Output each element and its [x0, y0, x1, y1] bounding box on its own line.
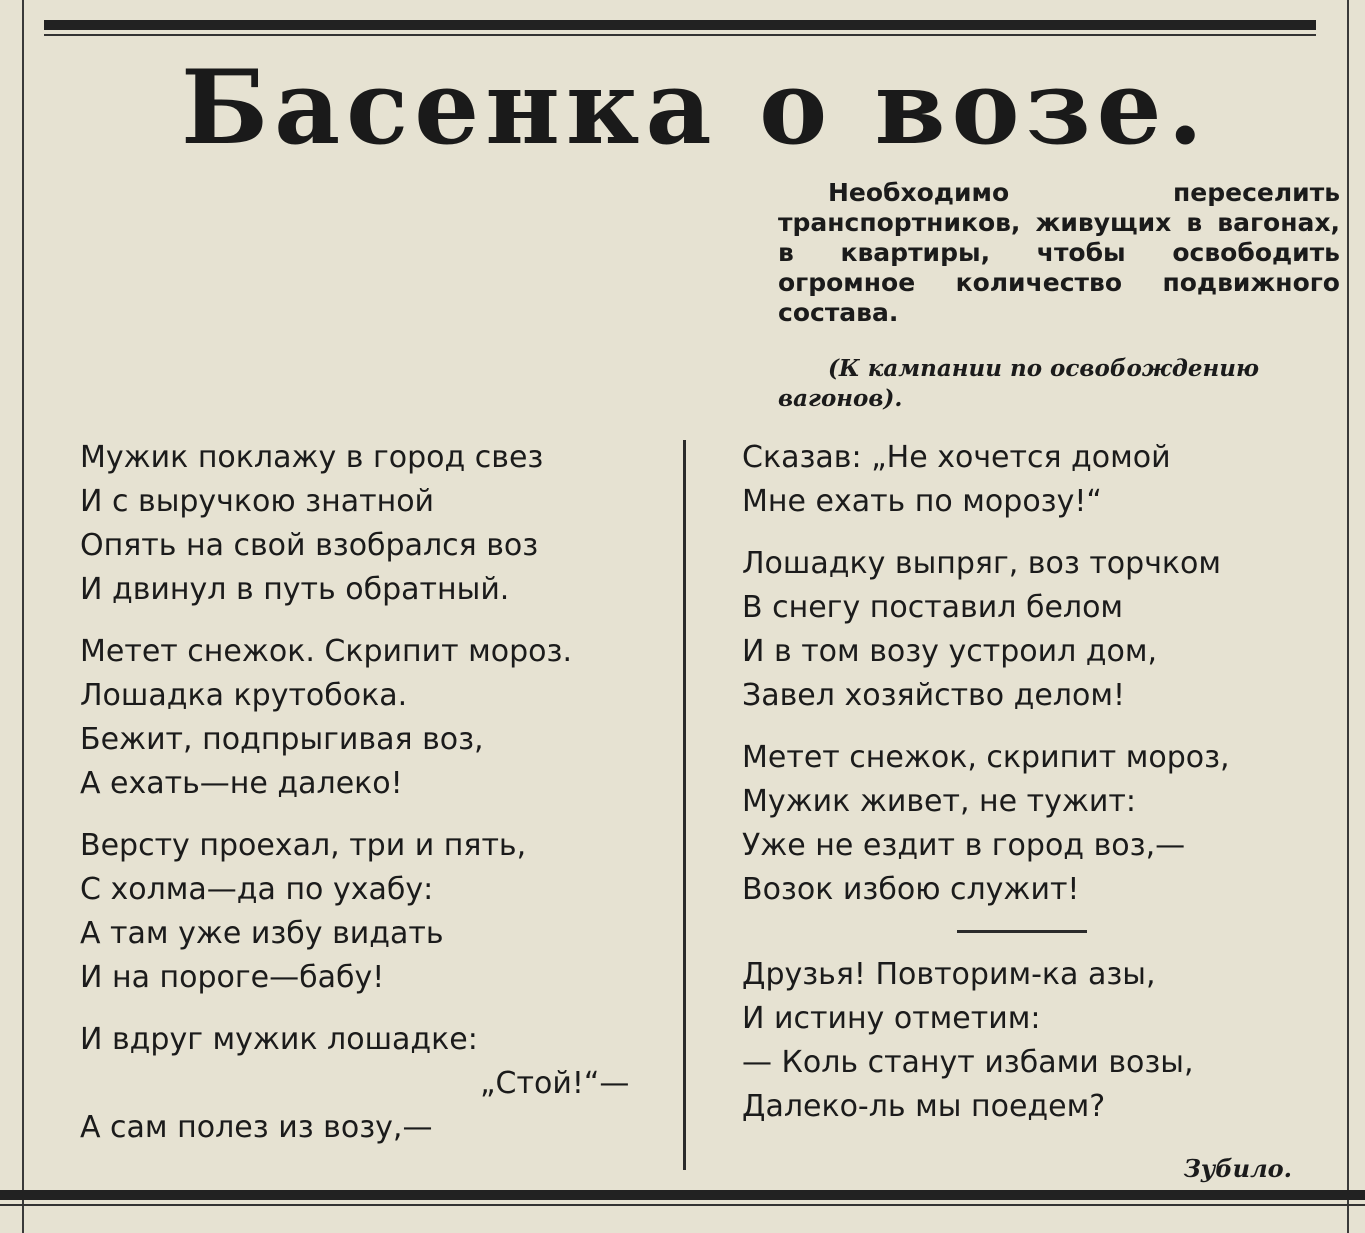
verse-line: Метет снежок, скрипит мороз, [742, 740, 1230, 775]
top-rule [44, 20, 1316, 30]
verse-line: „Стой!“— [480, 1066, 630, 1101]
verse-line: — Коль станут избами возы, [742, 1045, 1194, 1080]
verse-line: Бежит, подпрыгивая воз, [80, 722, 484, 757]
stanza-separator [957, 930, 1087, 933]
verse-line: А там уже избу видать [80, 916, 444, 951]
epigraph-text: Необходимо переселить транспортников, живущих в вагонах, в квартиры, чтобы освободить огромное количество подвижного состава. [778, 178, 1340, 327]
verse-line: Завел хозяйство делом! [742, 678, 1125, 713]
verse-line: И в том возу устроил дом, [742, 634, 1158, 669]
verse-line: Мужик живет, не тужит: [742, 784, 1136, 819]
article-title: Басенка о возе. [180, 48, 1210, 168]
stanza [742, 953, 1322, 1129]
verse-line: Возок избою служит! [742, 872, 1080, 907]
verse-line: Уже не ездит в город воз,— [742, 828, 1186, 863]
author-signature: Зубило. [1183, 1154, 1292, 1183]
verse-line: И двинул в путь обратный. [80, 572, 510, 607]
verse-line: Метет снежок. Скрипит мороз. [80, 634, 573, 669]
verse-line: И вдруг мужик лошадке: [80, 1022, 478, 1057]
bottom-rule [0, 1190, 1365, 1200]
column-divider [683, 440, 686, 1170]
page-edge-left [0, 0, 24, 1233]
verse-line: Лошадку выпряг, воз торчком [742, 546, 1222, 581]
verse-line: И на пороге—бабу! [80, 960, 385, 995]
verse-line: В снегу поставил белом [742, 590, 1124, 625]
verse-line: И истину отметим: [742, 1001, 1041, 1036]
stanza-tail [80, 1018, 670, 1150]
verse-line: Друзья! Повторим-ка азы, [742, 957, 1156, 992]
verse-line: Лошадка крутобока. [80, 678, 408, 713]
stanza [80, 824, 670, 1000]
verse-line: А ехать—не далеко! [80, 766, 403, 801]
verse-line: А сам полез из возу,— [80, 1110, 433, 1145]
bottom-rule-thin [0, 1204, 1365, 1206]
stanza [742, 436, 1322, 524]
stanza [80, 436, 670, 612]
verse-line: Опять на свой взобрался воз [80, 528, 539, 563]
verse-line: С холма—да по ухабу: [80, 872, 434, 907]
verse-line: Сказав: „Не хочется домой [742, 440, 1171, 475]
left-column [80, 436, 670, 1168]
stanza [742, 736, 1322, 912]
page-edge-right [1347, 0, 1365, 1233]
stanza [80, 630, 670, 806]
verse-line: Далеко-ль мы поедем? [742, 1089, 1106, 1124]
top-rule-thin [44, 34, 1316, 36]
verse-line: Мне ехать по морозу!“ [742, 484, 1102, 519]
right-column [742, 436, 1322, 1191]
epigraph-source: (К кампании по освобождению вагонов). [778, 355, 1259, 412]
stanza [742, 542, 1322, 718]
verse-line: Мужик поклажу в город свез [80, 440, 544, 475]
verse-line: И с выручкою знатной [80, 484, 435, 519]
verse-line: Версту проехал, три и пять, [80, 828, 527, 863]
